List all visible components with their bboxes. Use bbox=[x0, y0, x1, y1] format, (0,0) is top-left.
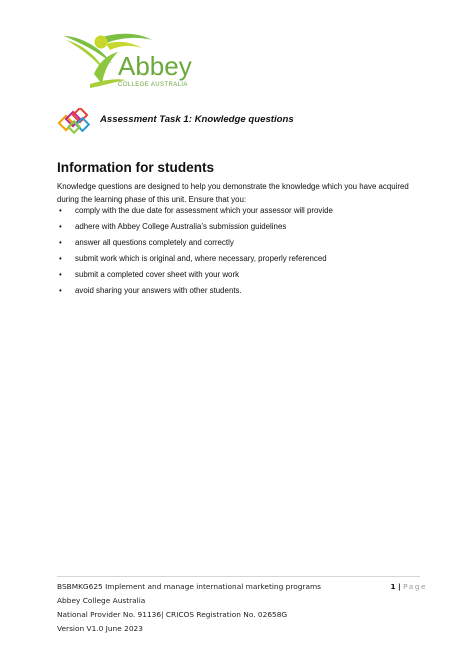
list-item-text: submit a completed cover sheet with your work bbox=[75, 270, 240, 279]
page-number-value: 1 bbox=[390, 582, 396, 591]
abbey-college-logo bbox=[60, 30, 195, 92]
list-item bbox=[57, 268, 427, 284]
bullet-icon: • bbox=[59, 286, 62, 295]
page-word: Page bbox=[403, 582, 427, 591]
footer-version: Version V1.0 June 2023 bbox=[57, 624, 143, 633]
list-item bbox=[57, 252, 427, 268]
footer-divider bbox=[57, 576, 420, 577]
list-item-text: answer all questions completely and correctly bbox=[75, 238, 234, 247]
footer-college-name: Abbey College Australia bbox=[57, 596, 146, 605]
list-item bbox=[57, 236, 427, 252]
bullet-icon: • bbox=[59, 238, 62, 247]
list-item-text: comply with the due date for assessment which your assessor will provide bbox=[75, 206, 333, 215]
page-number-separator: | bbox=[398, 582, 401, 591]
list-item bbox=[57, 284, 427, 300]
bullet-icon: • bbox=[59, 206, 62, 215]
list-item bbox=[57, 220, 427, 236]
list-item bbox=[57, 204, 427, 220]
intro-paragraph: Knowledge questions are designed to help you demonstrate the knowledge which you have acquired during the learning phase of this unit. Ensure that you: bbox=[57, 182, 409, 204]
footer-unit-title: BSBMKG625 Implement and manage international marketing programs bbox=[57, 582, 322, 591]
colored-diamonds-icon bbox=[58, 108, 92, 136]
task-title: Assessment Task 1: Knowledge questions bbox=[100, 114, 294, 125]
bullet-icon: • bbox=[59, 270, 62, 279]
footer-provider-info: National Provider No. 91136| CRICOS Registration No. 02658G bbox=[57, 610, 288, 619]
requirements-list bbox=[57, 204, 427, 300]
page-number bbox=[391, 580, 427, 594]
svg-text:Abbey: Abbey bbox=[118, 51, 192, 81]
list-item-text: avoid sharing your answers with other students. bbox=[75, 286, 242, 295]
bullet-icon: • bbox=[59, 254, 62, 263]
list-item-text: adhere with Abbey College Australia’s submission guidelines bbox=[75, 222, 287, 231]
page-footer bbox=[57, 580, 427, 636]
bullet-icon: • bbox=[59, 222, 62, 231]
section-title: Information for students bbox=[57, 160, 215, 175]
svg-text:COLLEGE AUSTRALIA: COLLEGE AUSTRALIA bbox=[118, 82, 188, 88]
list-item-text: submit work which is original and, where necessary, properly referenced bbox=[75, 254, 327, 263]
